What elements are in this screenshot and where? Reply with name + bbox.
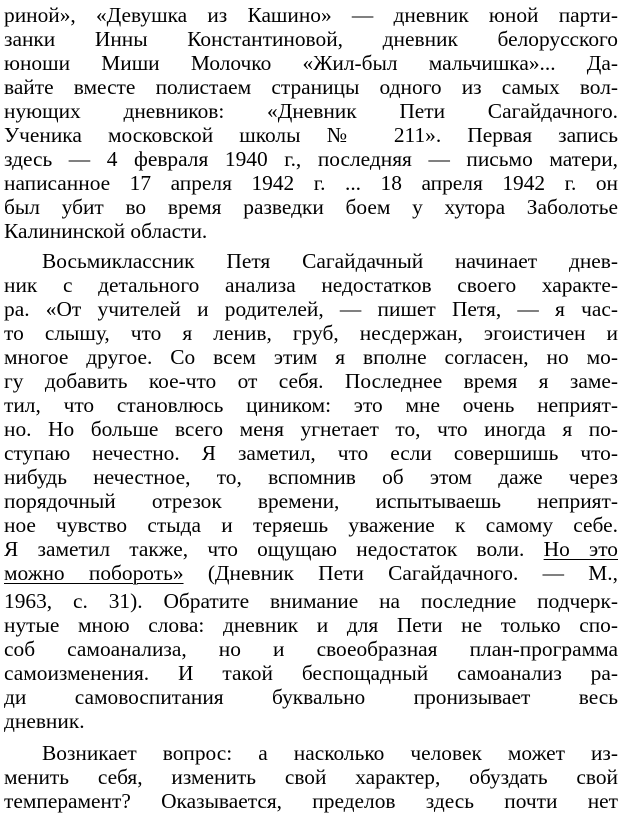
text-line: ник с детального анализа недостатков своего характе- [4, 273, 618, 297]
text-line: вайте вместе полистаем страницы одного из самых вол- [4, 75, 618, 99]
text-line: Калининской области. [4, 219, 208, 243]
text-line: юноши Миши Молочко «Жил-был мальчишка»... Да- [4, 51, 618, 75]
text-line: то слышу, что я ленив, груб, несдержан, эгоистичен и [4, 321, 618, 345]
text-span: (Дневник Пети Сагайдачного. — М., [207, 561, 618, 585]
text-line: дневник. [4, 709, 85, 733]
text-line: риной», «Девушка из Кашино» — дневник юной парти- [4, 3, 618, 27]
text-line: ра. «От учителей и родителей, — пишет Петя, — я час- [4, 297, 618, 321]
text-line: Возникает вопрос: а насколько человек может из- [42, 741, 618, 765]
text-line: порядочный отрезок времени, испытываешь неприят- [4, 489, 618, 513]
text-line: нутые мною слова: дневник и для Пети не только спо- [4, 613, 618, 637]
underlined-text: Но это [543, 537, 618, 561]
text-line: самоизменения. И такой беспощадный самоанализ ра- [4, 661, 618, 685]
text-line: тил, что становлюсь циником: это мне очень неприят- [4, 393, 618, 417]
text-line [4, 560, 618, 586]
text-line: Ученика московской школы № 211». Первая запись [4, 123, 618, 147]
text-line: менить себя, изменить свой характер, обуздать свой [4, 765, 618, 789]
text-line: написанное 17 апреля 1942 г. ... 18 апреля 1942 г. он [4, 171, 618, 195]
text-line: ступаю нечестно. Я заметил, что если совершишь что- [4, 441, 618, 465]
text-line: нующих дневников: «Дневник Пети Сагайдачного. [4, 99, 618, 123]
text-line: здесь — 4 февраля 1940 г., последняя — письмо матери, [4, 147, 618, 171]
text-line: но. Но больше всего меня угнетает то, что иногда я по- [4, 417, 618, 441]
text-line: 1963, с. 31). Обратите внимание на последние подчерк- [4, 589, 618, 613]
text-line: был убит во время разведки боем у хутора Заболотье [4, 195, 618, 219]
text-line: ное чувство стыда и теряешь уважение к самому себе. [4, 513, 618, 537]
text-line: многое другое. Со всем этим я вполне согласен, но мо- [4, 345, 618, 369]
text-line: гу добавить кое-что от себя. Последнее время я заме- [4, 369, 618, 393]
text-line: темперамент? Оказывается, пределов здесь почти нет [4, 789, 618, 813]
text-line: занки Инны Константиновой, дневник белорусского [4, 27, 618, 51]
text-line: ди самовоспитания буквально пронизывает весь [4, 685, 618, 709]
text-line: Восьмиклассник Петя Сагайдачный начинает днев- [42, 249, 618, 273]
text-line: нибудь нечестное, то, вспомнив об этом даже через [4, 465, 618, 489]
text-span: Я заметил также, что ощущаю недостаток воли. [4, 537, 525, 561]
underlined-text: можно побороть» [4, 561, 184, 585]
text-line [4, 536, 618, 562]
text-line: соб самоанализа, но и своеобразная план-программа [4, 637, 618, 661]
